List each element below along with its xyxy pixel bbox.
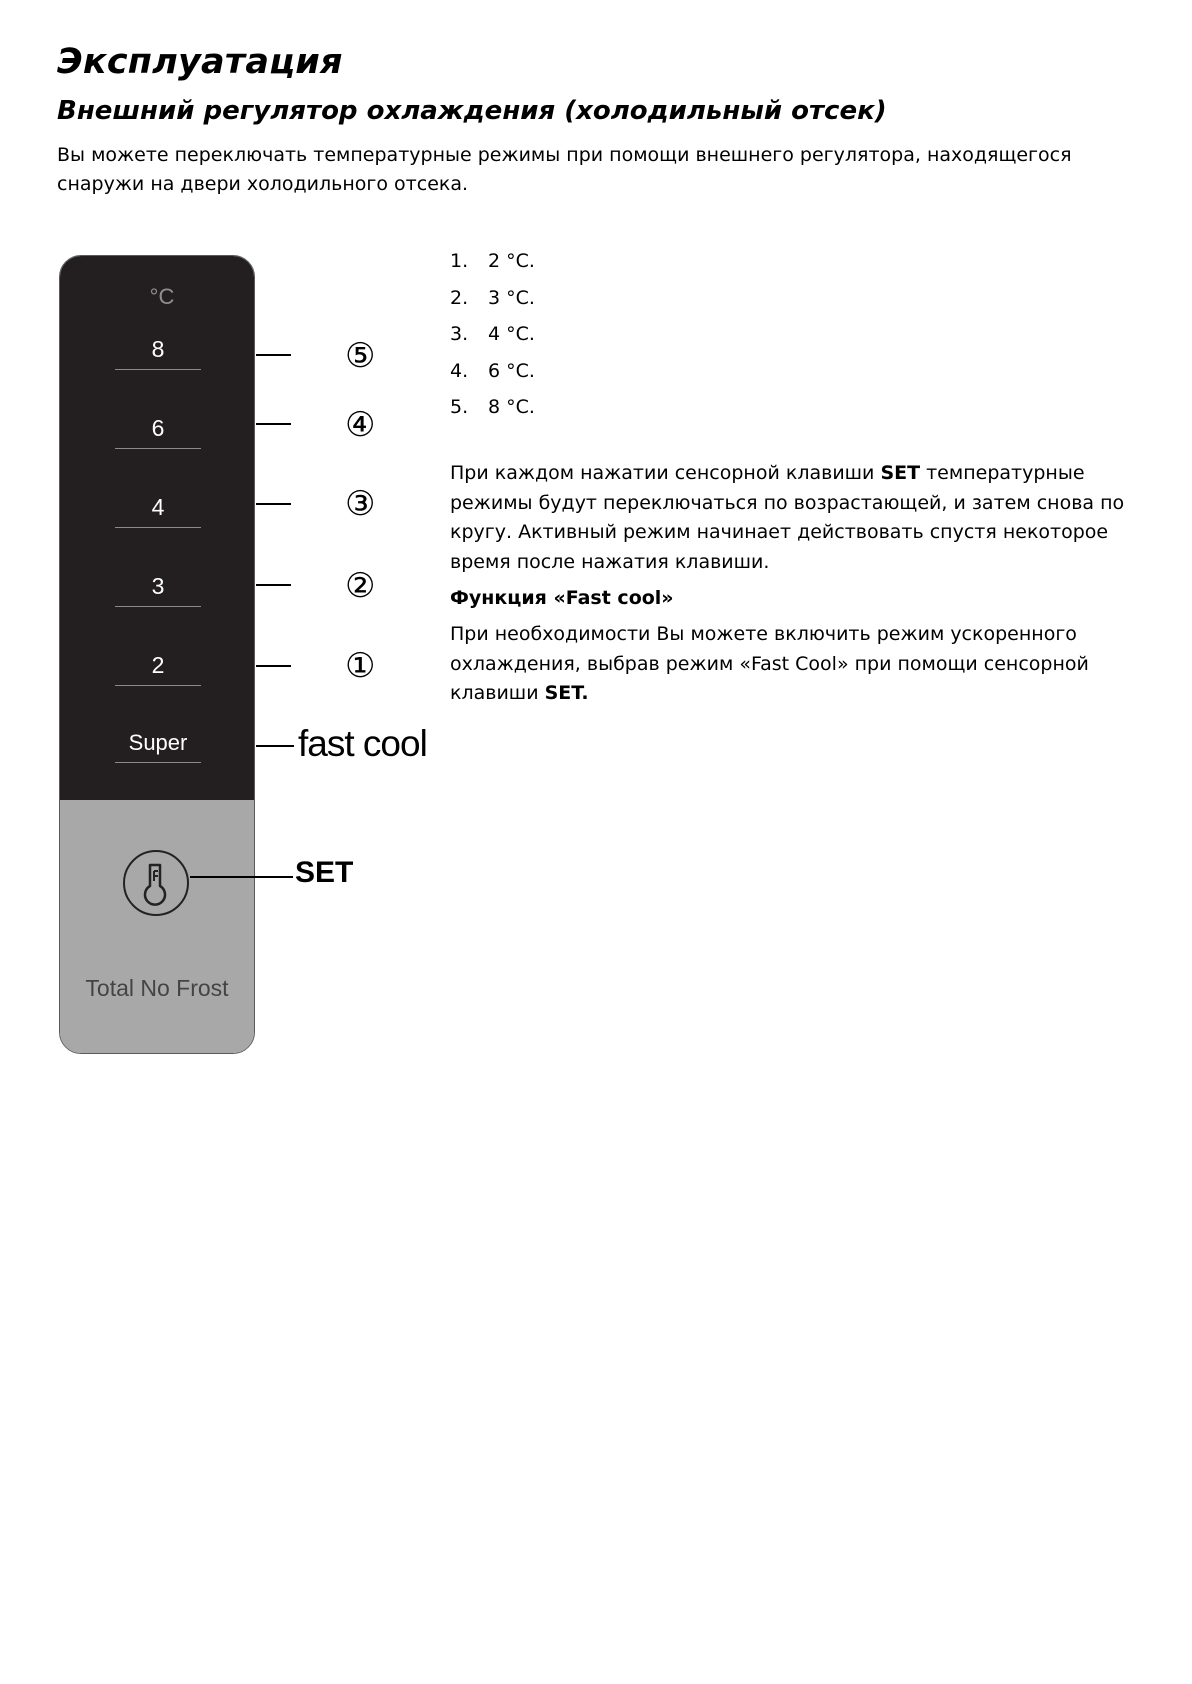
page-title: Эксплуатация bbox=[57, 42, 343, 82]
list-item: 2. 3 °C. bbox=[450, 286, 535, 309]
control-panel bbox=[59, 255, 255, 1054]
leader-line-2 bbox=[256, 584, 291, 586]
section-title: Внешний регулятор охлаждения (холодильный отсек) bbox=[57, 96, 887, 126]
celsius-unit: °C bbox=[149, 284, 175, 309]
leader-line-3 bbox=[256, 503, 291, 505]
leader-line-1 bbox=[256, 665, 291, 667]
level-3: 3 bbox=[115, 573, 201, 607]
leader-line-set bbox=[190, 876, 293, 878]
modes-list bbox=[450, 243, 535, 426]
level-8: 8 bbox=[115, 336, 201, 370]
intro-paragraph: Вы можете переключать температурные режимы при помощи внешнего регулятора, находящегося снаружи на двери холодильного отсека. bbox=[57, 144, 1072, 195]
marker-2: ② bbox=[345, 566, 376, 606]
marker-5: ⑤ bbox=[345, 336, 376, 376]
marker-3: ③ bbox=[345, 484, 376, 524]
panel-control-area bbox=[60, 800, 254, 1054]
level-2: 2 bbox=[115, 652, 201, 686]
leader-line-5 bbox=[256, 354, 291, 356]
thermometer-icon bbox=[125, 852, 187, 914]
leader-line-4 bbox=[256, 423, 291, 425]
level-6: 6 bbox=[115, 415, 201, 449]
level-4: 4 bbox=[115, 494, 201, 528]
level-super: Super bbox=[115, 730, 201, 763]
list-item: 4. 6 °C. bbox=[450, 359, 535, 382]
list-item: 3. 4 °C. bbox=[450, 323, 535, 345]
fast-cool-description: При необходимости Вы можете включить режим ускоренного охлаждения, выбрав режим «Fast Cool» при помощи сенсорной клавиши SET. bbox=[450, 623, 1089, 704]
fast-cool-label: fast cool bbox=[298, 723, 427, 764]
set-label: SET bbox=[295, 856, 354, 889]
set-description: При каждом нажатии сенсорной клавиши SET температурные режимы будут переключаться по возрастающей, и затем снова по кругу. Активный режим начинает действовать спустя некоторое время после нажатия клавиши. bbox=[450, 462, 1125, 573]
marker-4: ④ bbox=[345, 405, 376, 445]
panel-display-area bbox=[60, 256, 254, 800]
brand-label: Total No Frost bbox=[85, 975, 229, 1001]
leader-line-fastcool bbox=[256, 745, 294, 747]
list-item: 5. 8 °C. bbox=[450, 396, 535, 418]
marker-1: ① bbox=[345, 646, 376, 686]
list-item: 1. 2 °C. bbox=[450, 250, 535, 272]
fast-cool-title: Функция «Fast cool» bbox=[450, 587, 674, 609]
set-touch-button[interactable] bbox=[123, 850, 189, 916]
